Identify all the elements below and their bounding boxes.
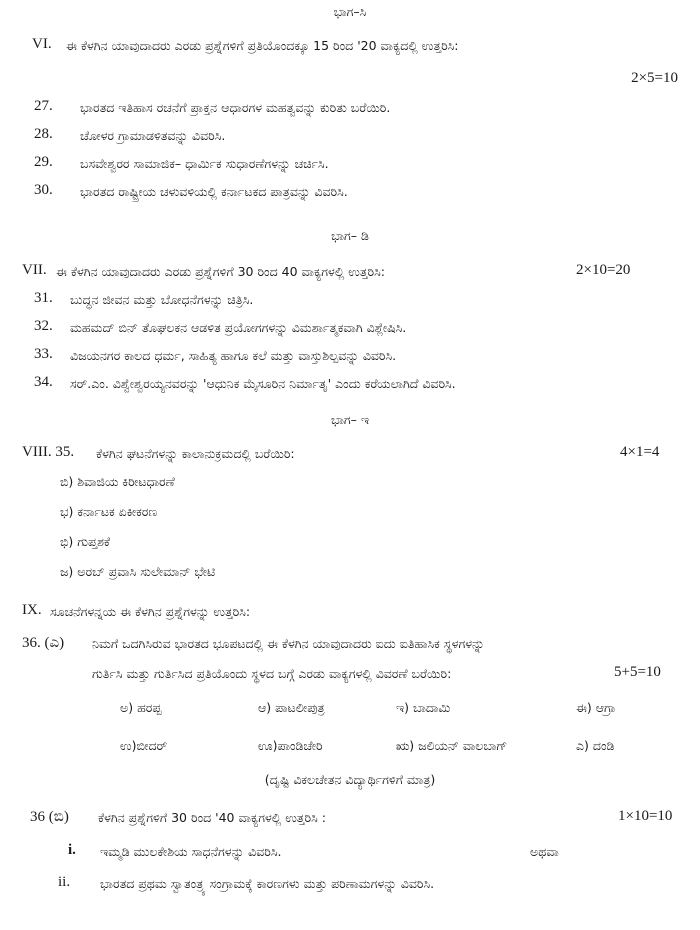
question-33-text: ವಿಜಯನಗರ ಕಾಲದ ಧರ್ಮ, ಸಾಹಿತ್ಯ ಹಾಗೂ ಕಲೆ ಮತ್ತು ವಾಸ್ತುಶಿಲ್ಪವನ್ನು ವಿವರಿಸಿ.: [70, 348, 397, 363]
question-31-text: ಬುದ್ಧನ ಜೀವನ ಮತ್ತು ಬೋಧನೆಗಳನ್ನು ಚಿತ್ರಿಸಿ.: [70, 292, 254, 307]
place-label: ಉ)ಬೀದರ್: [120, 738, 168, 753]
option-2-text: ಭಾರತದ ಪ್ರಥಮ ಸ್ವಾತಂತ್ರ್ಯ ಸಂಗ್ರಾಮಕ್ಕೆ ಕಾರಣಗಳು ಮತ್ತು ಪರಿಣಾಮಗಳನ್ನು ವಿವರಿಸಿ.: [100, 876, 435, 891]
question-36a-number: 36. (ಎ): [22, 635, 65, 651]
place-label: ಈ) ಆಗ್ರಾ: [576, 700, 616, 715]
option-1-text: ಇಮ್ಮಡಿ ಮುಲಕೇಶಿಯ ಸಾಧನೆಗಳನ್ನು ವಿವರಿಸಿ.: [100, 844, 282, 859]
event-item: ಬಿ) ಶಿವಾಜಿಯ ಕಿರೀಟಧಾರಣೆ: [60, 474, 175, 489]
place-label: ಇ) ಬಾದಾಮಿ: [396, 700, 451, 715]
question-27-number: 27.: [34, 98, 53, 114]
question-31-number: 31.: [34, 290, 53, 306]
question-36b-number: 36 (ಬಿ): [30, 809, 69, 825]
section-e-heading: ಭಾಗ– ಇ: [330, 412, 370, 427]
question-34-text: ಸರ್.ಎಂ. ವಿಶ್ವೇಶ್ವರಯ್ಯನವರನ್ನು 'ಆಧುನಿಕ ಮೈಸೂರಿನ ನಿರ್ಮಾತೃ' ಎಂದು ಕರೆಯಲಾಗಿದೆ ವಿವರಿಸಿ.: [70, 376, 456, 391]
question-29-text: ಬಸವೇಶ್ವರರ ಸಾಮಾಜಿಕ– ಧಾರ್ಮಿಕ ಸುಧಾರಣೆಗಳನ್ನು ಚರ್ಚಿಸಿ.: [80, 156, 329, 171]
question-8-instruction: ಕೆಳಗಿನ ಘಟನೆಗಳನ್ನು ಕಾಲಾನುಕ್ರಮದಲ್ಲಿ ಬರೆಯಿರಿ:: [96, 446, 295, 461]
option-2-number: ii.: [58, 874, 71, 890]
place-label: ಅ) ಹರಪ್ಪ: [120, 700, 162, 715]
question-28-number: 28.: [34, 126, 53, 142]
question-7-instruction: ಈ ಕೆಳಗಿನ ಯಾವುದಾದರು ಎರಡು ಪ್ರಶ್ನೆಗಳಿಗೆ 30 ರಿಂದ 40 ವಾಕ್ಯಗಳಲ್ಲಿ ಉತ್ತರಿಸಿ:: [56, 264, 385, 279]
or-label: ಅಥವಾ: [530, 844, 559, 859]
question-7-marks: 2×10=20: [576, 262, 631, 278]
question-36b-instruction: ಕೆಳಗಿನ ಪ್ರಶ್ನೆಗಳಿಗೆ 30 ರಿಂದ '40 ವಾಕ್ಯಗಳಲ್ಲಿ ಉತ್ತರಿಸಿ :: [98, 810, 326, 825]
place-label: ಋ) ಜಲಿಯನ್ ವಾಲಬಾಗ್: [396, 738, 508, 753]
question-6-marks: 2×5=10: [631, 70, 678, 86]
question-27-text: ಭಾರತದ ಇತಿಹಾಸ ರಚನೆಗೆ ಪ್ರಾಕ್ತನ ಆಧಾರಗಳ ಮಹತ್ವವನ್ನು ಕುರಿತು ಬರೆಯಿರಿ.: [80, 100, 391, 115]
question-6-instruction: ಈ ಕೆಳಗಿನ ಯಾವುದಾದರು ಎರಡು ಪ್ರಶ್ನೆಗಳಿಗೆ ಪ್ರತಿಯೊಂದಕ್ಕೂ 15 ರಿಂದ '20 ವಾಕ್ಯದಲ್ಲಿ ಉತ್ತರಿಸಿ:: [66, 38, 459, 53]
question-7-number: VII.: [22, 262, 47, 278]
question-36a-marks: 5+5=10: [614, 664, 661, 680]
event-item: ಜ) ಅರಬ್ ಪ್ರವಾಸಿ ಸುಲೇಮಾನ್ ಭೇಟಿ: [60, 564, 216, 579]
event-item: ಭ) ಕರ್ನಾಟಕ ಏಕೀಕರಣ: [60, 504, 158, 519]
question-32-text: ಮಹಮದ್ ಬಿನ್ ತೊಘಲಕನ ಆಡಳಿತ ಪ್ರಯೋಗಗಳನ್ನು ವಿಮರ್ಶಾತ್ಮಕವಾಗಿ ವಿಶ್ಲೇಷಿಸಿ.: [70, 320, 407, 335]
question-34-number: 34.: [34, 374, 53, 390]
question-30-number: 30.: [34, 182, 53, 198]
question-8-number: VIII. 35.: [22, 444, 75, 460]
question-8-marks: 4×1=4: [620, 444, 660, 460]
option-1-number: i.: [68, 842, 76, 858]
section-c-heading: ಭಾಗ–ಸಿ: [333, 4, 367, 19]
question-6-number: VI.: [32, 36, 52, 52]
visually-impaired-note: (ದೃಷ್ಟಿ ವಿಕಲಚೇತನ ವಿದ್ಯಾರ್ಥಿಗಳಿಗೆ ಮಾತ್ರ): [264, 772, 436, 787]
place-label: ಆ) ಪಾಟಲೀಪುತ್ರ: [258, 700, 325, 715]
question-29-number: 29.: [34, 154, 53, 170]
question-36a-line-1: ನಿಮಗೆ ಒದಗಿಸಿರುವ ಭಾರತದ ಭೂಪಟದಲ್ಲಿ ಈ ಕೆಳಗಿನ ಯಾವುದಾದರು ಐದು ಐತಿಹಾಸಿಕ ಸ್ಥಳಗಳನ್ನು: [92, 636, 485, 651]
event-item: ಭಿ) ಗುಪ್ತಶಕೆ: [60, 534, 111, 549]
question-36a-line-2: ಗುರ್ತಿಸಿ ಮತ್ತು ಗುರ್ತಿಸಿದ ಪ್ರತಿಯೊಂದು ಸ್ಥಳದ ಬಗ್ಗೆ ಎರಡು ವಾಕ್ಯಗಳಲ್ಲಿ ವಿವರಣೆ ಬರೆಯಿರಿ:: [92, 666, 452, 681]
question-32-number: 32.: [34, 318, 53, 334]
question-9-instruction: ಸೂಚನೆಗಳನ್ನಯ ಈ ಕೆಳಗಿನ ಪ್ರಶ್ನೆಗಳನ್ನು ಉತ್ತರಿಸಿ:: [50, 604, 251, 619]
question-9-number: IX.: [22, 602, 42, 618]
question-30-text: ಭಾರತದ ರಾಷ್ಟ್ರೀಯ ಚಳುವಳಿಯಲ್ಲಿ ಕರ್ನಾಟಕದ ಪಾತ್ರವನ್ನು ವಿವರಿಸಿ.: [80, 184, 348, 199]
section-d-heading: ಭಾಗ– ಡಿ: [331, 228, 369, 243]
question-28-text: ಚೋಳರ ಗ್ರಾಮಾಡಳಿತವನ್ನು ವಿವರಿಸಿ.: [80, 128, 226, 143]
place-label: ಎ) ದಂಡಿ: [576, 738, 615, 753]
question-33-number: 33.: [34, 346, 53, 362]
place-label: ಊ)ಪಾಂಡಿಚೇರಿ: [258, 738, 323, 753]
question-36b-marks: 1×10=10: [618, 808, 673, 824]
